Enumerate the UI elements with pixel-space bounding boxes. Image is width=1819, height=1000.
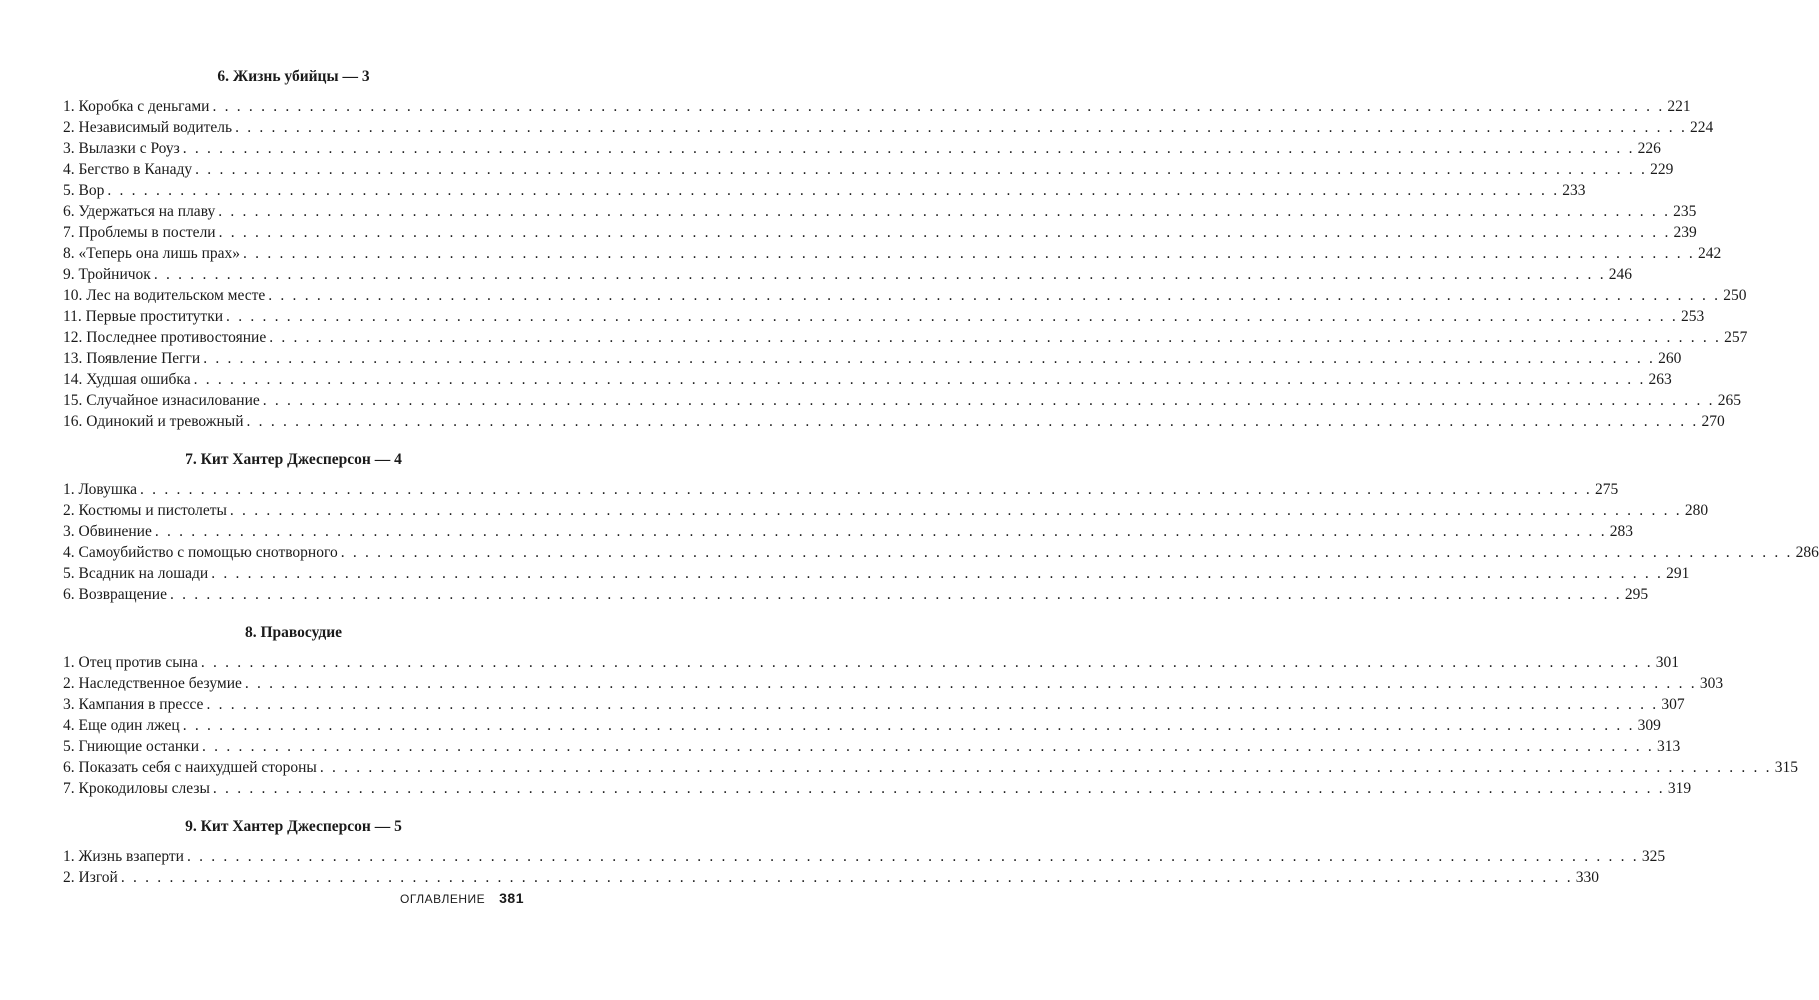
toc-entry xyxy=(63,117,1714,138)
entry-label: 1. Коробка с деньгами xyxy=(63,98,210,115)
entry-page-number: 283 xyxy=(1609,523,1634,540)
entry-page-number: 315 xyxy=(1774,759,1799,776)
toc-section xyxy=(63,449,1819,605)
dot-leader: . . . . . . . . . . . . . . . . . . . . . . . . . . . . . . . . . . . . . . . . . . . . . . . . . . . . . . . . . . . . . . . . . . . . . . . . . . . . . . . . . . . . . . . . . . . . . . . . . . . . . . . . . . . . . . . . . . . . . . . . xyxy=(182,717,1635,734)
dot-leader: . . . . . . . . . . . . . . . . . . . . . . . . . . . . . . . . . . . . . . . . . . . . . . . . . . . . . . . . . . . . . . . . . . . . . . . . . . . . . . . . . . . . . . . . . . . . . . . . . . . . . . . . . . . . . . . . . . . . . . . . xyxy=(319,759,1772,776)
dot-leader: . . . . . . . . . . . . . . . . . . . . . . . . . . . . . . . . . . . . . . . . . . . . . . . . . . . . . . . . . . . . . . . . . . . . . . . . . . . . . . . . . . . . . . . . . . . . . . . . . . . . . . . . . . . . . . . . . . . . . . . . xyxy=(200,654,1653,671)
entry-label: 15. Случайное изнасилование xyxy=(63,392,260,409)
toc-entry xyxy=(63,327,1748,348)
entry-label: 2. Изгой xyxy=(63,869,118,886)
entry-page-number: 263 xyxy=(1648,371,1672,388)
entry-label: 7. Крокодиловы слезы xyxy=(63,780,210,797)
dot-leader: . . . . . . . . . . . . . . . . . . . . . . . . . . . . . . . . . . . . . . . . . . . . . . . . . . . . . . . . . . . . . . . . . . . . . . . . . . . . . . . . . . . . . . . . . . . . . . . . . . . . . . . . . . . . . . . . . . . . . . . . xyxy=(107,182,1560,199)
entry-page-number: 280 xyxy=(1684,502,1709,519)
section-title: 9. Кит Хантер Джесперсон — 5 xyxy=(185,818,402,835)
entry-label: 9. Тройничок xyxy=(63,266,151,283)
dot-leader: . . . . . . . . . . . . . . . . . . . . . . . . . . . . . . . . . . . . . . . . . . . . . . . . . . . . . . . . . . . . . . . . . . . . . . . . . . . . . . . . . . . . . . . . . . . . . . . . . . . . . . . . . . . . . . . . . . . . . . . . xyxy=(211,565,1664,582)
toc-entry xyxy=(63,694,1685,715)
dot-leader: . . . . . . . . . . . . . . . . . . . . . . . . . . . . . . . . . . . . . . . . . . . . . . . . . . . . . . . . . . . . . . . . . . . . . . . . . . . . . . . . . . . . . . . . . . . . . . . . . . . . . . . . . . . . . . . . . . . . . . . . xyxy=(193,371,1646,388)
entry-label: 13. Появление Пегги xyxy=(63,350,201,367)
entry-label: 1. Жизнь взаперти xyxy=(63,848,184,865)
section-gap xyxy=(63,799,524,816)
toc-entry xyxy=(63,778,1692,799)
entry-page-number: 270 xyxy=(1701,413,1725,430)
entry-label: 7. Проблемы в постели xyxy=(63,224,216,241)
entry-page-number: 301 xyxy=(1655,654,1680,671)
toc-entry xyxy=(63,867,1600,888)
dot-leader: . . . . . . . . . . . . . . . . . . . . . . . . . . . . . . . . . . . . . . . . . . . . . . . . . . . . . . . . . . . . . . . . . . . . . . . . . . . . . . . . . . . . . . . . . . . . . . . . . . . . . . . . . . . . . . . . . . . . . . . . xyxy=(218,224,1671,241)
entry-label: 8. «Теперь она лишь прах» xyxy=(63,245,241,262)
toc-entry xyxy=(63,201,1697,222)
toc-entry xyxy=(63,96,1691,117)
dot-leader: . . . . . . . . . . . . . . . . . . . . . . . . . . . . . . . . . . . . . . . . . . . . . . . . . . . . . . . . . . . . . . . . . . . . . . . . . . . . . . . . . . . . . . . . . . . . . . . . . . . . . . . . . . . . . . . . . . . . . . . . xyxy=(202,738,1654,755)
entry-label: 1. Ловушка xyxy=(63,481,138,498)
entry-page-number: 275 xyxy=(1594,481,1619,498)
running-head: ОГЛАВЛЕНИЕ xyxy=(400,892,486,906)
page-footer xyxy=(400,890,524,906)
entry-page-number: 250 xyxy=(1723,287,1747,304)
table-of-contents xyxy=(63,66,1819,888)
toc-entry xyxy=(63,222,1697,243)
toc-entry xyxy=(63,563,1690,584)
toc-entry xyxy=(63,542,1819,563)
entry-label: 3. Вылазки с Роуз xyxy=(63,140,180,157)
page-number: 381 xyxy=(499,890,524,906)
entry-page-number: 229 xyxy=(1650,161,1674,178)
entry-page-number: 242 xyxy=(1697,245,1722,262)
toc-entry xyxy=(63,390,1741,411)
toc-entry xyxy=(63,500,1709,521)
entry-page-number: 221 xyxy=(1667,98,1691,115)
toc-entry xyxy=(63,673,1724,694)
dot-leader: . . . . . . . . . . . . . . . . . . . . . . . . . . . . . . . . . . . . . . . . . . . . . . . . . . . . . . . . . . . . . . . . . . . . . . . . . . . . . . . . . . . . . . . . . . . . . . . . . . . . . . . . . . . . . . . . . . . . . . . . xyxy=(195,161,1648,178)
entry-page-number: 265 xyxy=(1717,392,1741,409)
dot-leader: . . . . . . . . . . . . . . . . . . . . . . . . . . . . . . . . . . . . . . . . . . . . . . . . . . . . . . . . . . . . . . . . . . . . . . . . . . . . . . . . . . . . . . . . . . . . . . . . . . . . . . . . . . . . . . . . . . . . . . . . xyxy=(212,98,1665,115)
entry-page-number: 239 xyxy=(1673,224,1697,241)
toc-entry xyxy=(63,411,1725,432)
dot-leader: . . . . . . . . . . . . . . . . . . . . . . . . . . . . . . . . . . . . . . . . . . . . . . . . . . . . . . . . . . . . . . . . . . . . . . . . . . . . . . . . . . . . . . . . . . . . . . . . . . . . . . . . . . . . . . . . . . . . . . . . xyxy=(244,675,1697,692)
entry-page-number: 295 xyxy=(1624,586,1649,603)
dot-leader: . . . . . . . . . . . . . . . . . . . . . . . . . . . . . . . . . . . . . . . . . . . . . . . . . . . . . . . . . . . . . . . . . . . . . . . . . . . . . . . . . . . . . . . . . . . . . . . . . . . . . . . . . . . . . . . . . . . . . . . . xyxy=(212,780,1665,797)
entry-label: 1. Отец против сына xyxy=(63,654,198,671)
dot-leader: . . . . . . . . . . . . . . . . . . . . . . . . . . . . . . . . . . . . . . . . . . . . . . . . . . . . . . . . . . . . . . . . . . . . . . . . . . . . . . . . . . . . . . . . . . . . . . . . . . . . . . . . . . . . . . . . . . . . . . . . xyxy=(203,350,1656,367)
toc-entry xyxy=(63,846,1666,867)
entry-label: 5. Вор xyxy=(63,182,105,199)
entry-page-number: 253 xyxy=(1680,308,1705,325)
toc-entry xyxy=(63,180,1586,201)
toc-entry xyxy=(63,369,1672,390)
dot-leader: . . . . . . . . . . . . . . . . . . . . . . . . . . . . . . . . . . . . . . . . . . . . . . . . . . . . . . . . . . . . . . . . . . . . . . . . . . . . . . . . . . . . . . . . . . . . . . . . . . . . . . . . . . . . . . . . . . . . . . . . xyxy=(229,502,1682,519)
entry-page-number: 319 xyxy=(1667,780,1692,797)
toc-entry xyxy=(63,138,1661,159)
entry-label: 3. Кампания в прессе xyxy=(63,696,204,713)
entry-page-number: 303 xyxy=(1699,675,1724,692)
entry-label: 2. Наследственное безумие xyxy=(63,675,242,692)
entry-label: 2. Независимый водитель xyxy=(63,119,233,136)
dot-leader: . . . . . . . . . . . . . . . . . . . . . . . . . . . . . . . . . . . . . . . . . . . . . . . . . . . . . . . . . . . . . . . . . . . . . . . . . . . . . . . . . . . . . . . . . . . . . . . . . . . . . . . . . . . . . . . . . . . . . . . . xyxy=(246,413,1699,430)
dot-leader: . . . . . . . . . . . . . . . . . . . . . . . . . . . . . . . . . . . . . . . . . . . . . . . . . . . . . . . . . . . . . . . . . . . . . . . . . . . . . . . . . . . . . . . . . . . . . . . . . . . . . . . . . . . . . . . . . . . . . . . . xyxy=(218,203,1671,220)
toc-entry xyxy=(63,479,1619,500)
toc-entry xyxy=(63,285,1747,306)
entry-label: 14. Худшая ошибка xyxy=(63,371,191,388)
section-title: 7. Кит Хантер Джесперсон — 4 xyxy=(185,451,402,468)
section-gap xyxy=(63,432,524,449)
toc-section xyxy=(63,816,1666,888)
entry-label: 6. Показать себя с наихудшей стороны xyxy=(63,759,317,776)
entry-page-number: 291 xyxy=(1666,565,1690,582)
entry-label: 4. Самоубийство с помощью снотворного xyxy=(63,544,338,561)
dot-leader: . . . . . . . . . . . . . . . . . . . . . . . . . . . . . . . . . . . . . . . . . . . . . . . . . . . . . . . . . . . . . . . . . . . . . . . . . . . . . . . . . . . . . . . . . . . . . . . . . . . . . . . . . . . . . . . . . . . . . . . . xyxy=(206,696,1659,713)
toc-entry xyxy=(63,306,1705,327)
toc-entry xyxy=(63,521,1634,542)
dot-leader: . . . . . . . . . . . . . . . . . . . . . . . . . . . . . . . . . . . . . . . . . . . . . . . . . . . . . . . . . . . . . . . . . . . . . . . . . . . . . . . . . . . . . . . . . . . . . . . . . . . . . . . . . . . . . . . . . . . . . . . . xyxy=(154,523,1607,540)
dot-leader: . . . . . . . . . . . . . . . . . . . . . . . . . . . . . . . . . . . . . . . . . . . . . . . . . . . . . . . . . . . . . . . . . . . . . . . . . . . . . . . . . . . . . . . . . . . . . . . . . . . . . . . . . . . . . . . . . . . . . . . . xyxy=(169,586,1622,603)
toc-section xyxy=(63,66,1748,432)
entry-page-number: 224 xyxy=(1690,119,1714,136)
entry-label: 11. Первые проститутки xyxy=(63,308,224,325)
dot-leader: . . . . . . . . . . . . . . . . . . . . . . . . . . . . . . . . . . . . . . . . . . . . . . . . . . . . . . . . . . . . . . . . . . . . . . . . . . . . . . . . . . . . . . . . . . . . . . . . . . . . . . . . . . . . . . . . . . . . . . . . xyxy=(226,308,1678,325)
entry-label: 5. Всадник на лошади xyxy=(63,565,209,582)
entry-page-number: 286 xyxy=(1795,544,1819,561)
section-title: 8. Правосудие xyxy=(244,624,343,641)
toc-entry xyxy=(63,736,1681,757)
entry-label: 2. Костюмы и пистолеты xyxy=(63,502,227,519)
entry-page-number: 309 xyxy=(1637,717,1661,734)
entry-label: 4. Бегство в Канаду xyxy=(63,161,193,178)
entry-page-number: 307 xyxy=(1661,696,1685,713)
entry-label: 10. Лес на водительском месте xyxy=(63,287,266,304)
dot-leader: . . . . . . . . . . . . . . . . . . . . . . . . . . . . . . . . . . . . . . . . . . . . . . . . . . . . . . . . . . . . . . . . . . . . . . . . . . . . . . . . . . . . . . . . . . . . . . . . . . . . . . . . . . . . . . . . . . . . . . . . xyxy=(140,481,1592,498)
dot-leader: . . . . . . . . . . . . . . . . . . . . . . . . . . . . . . . . . . . . . . . . . . . . . . . . . . . . . . . . . . . . . . . . . . . . . . . . . . . . . . . . . . . . . . . . . . . . . . . . . . . . . . . . . . . . . . . . . . . . . . . . xyxy=(340,544,1793,561)
entry-page-number: 330 xyxy=(1575,869,1600,886)
toc-entry xyxy=(63,757,1799,778)
entry-page-number: 235 xyxy=(1673,203,1697,220)
toc-section xyxy=(63,622,1799,799)
entry-page-number: 313 xyxy=(1656,738,1681,755)
entry-label: 6. Удержаться на плаву xyxy=(63,203,216,220)
dot-leader: . . . . . . . . . . . . . . . . . . . . . . . . . . . . . . . . . . . . . . . . . . . . . . . . . . . . . . . . . . . . . . . . . . . . . . . . . . . . . . . . . . . . . . . . . . . . . . . . . . . . . . . . . . . . . . . . . . . . . . . . xyxy=(186,848,1639,865)
dot-leader: . . . . . . . . . . . . . . . . . . . . . . . . . . . . . . . . . . . . . . . . . . . . . . . . . . . . . . . . . . . . . . . . . . . . . . . . . . . . . . . . . . . . . . . . . . . . . . . . . . . . . . . . . . . . . . . . . . . . . . . . xyxy=(153,266,1606,283)
toc-entry xyxy=(63,715,1661,736)
toc-entry xyxy=(63,348,1682,369)
entry-page-number: 226 xyxy=(1637,140,1661,157)
section-gap xyxy=(63,605,524,622)
entry-page-number: 257 xyxy=(1724,329,1748,346)
dot-leader: . . . . . . . . . . . . . . . . . . . . . . . . . . . . . . . . . . . . . . . . . . . . . . . . . . . . . . . . . . . . . . . . . . . . . . . . . . . . . . . . . . . . . . . . . . . . . . . . . . . . . . . . . . . . . . . . . . . . . . . . xyxy=(182,140,1635,157)
entry-page-number: 325 xyxy=(1641,848,1666,865)
entry-label: 3. Обвинение xyxy=(63,523,152,540)
dot-leader: . . . . . . . . . . . . . . . . . . . . . . . . . . . . . . . . . . . . . . . . . . . . . . . . . . . . . . . . . . . . . . . . . . . . . . . . . . . . . . . . . . . . . . . . . . . . . . . . . . . . . . . . . . . . . . . . . . . . . . . . xyxy=(269,329,1722,346)
toc-entry xyxy=(63,243,1722,264)
dot-leader: . . . . . . . . . . . . . . . . . . . . . . . . . . . . . . . . . . . . . . . . . . . . . . . . . . . . . . . . . . . . . . . . . . . . . . . . . . . . . . . . . . . . . . . . . . . . . . . . . . . . . . . . . . . . . . . . . . . . . . . . xyxy=(268,287,1721,304)
dot-leader: . . . . . . . . . . . . . . . . . . . . . . . . . . . . . . . . . . . . . . . . . . . . . . . . . . . . . . . . . . . . . . . . . . . . . . . . . . . . . . . . . . . . . . . . . . . . . . . . . . . . . . . . . . . . . . . . . . . . . . . . xyxy=(262,392,1715,409)
toc-entry xyxy=(63,652,1680,673)
toc-entry xyxy=(63,584,1649,605)
section-title: 6. Жизнь убийцы — 3 xyxy=(217,68,370,85)
dot-leader: . . . . . . . . . . . . . . . . . . . . . . . . . . . . . . . . . . . . . . . . . . . . . . . . . . . . . . . . . . . . . . . . . . . . . . . . . . . . . . . . . . . . . . . . . . . . . . . . . . . . . . . . . . . . . . . . . . . . . . . . xyxy=(120,869,1573,886)
entry-label: 6. Возвращение xyxy=(63,586,167,603)
entry-page-number: 233 xyxy=(1562,182,1586,199)
entry-label: 16. Одинокий и тревожный xyxy=(63,413,244,430)
toc-entry xyxy=(63,264,1633,285)
entry-label: 12. Последнее противостояние xyxy=(63,329,267,346)
entry-page-number: 246 xyxy=(1608,266,1633,283)
toc-entry xyxy=(63,159,1674,180)
dot-leader: . . . . . . . . . . . . . . . . . . . . . . . . . . . . . . . . . . . . . . . . . . . . . . . . . . . . . . . . . . . . . . . . . . . . . . . . . . . . . . . . . . . . . . . . . . . . . . . . . . . . . . . . . . . . . . . . . . . . . . . . xyxy=(235,119,1688,136)
entry-page-number: 260 xyxy=(1658,350,1682,367)
dot-leader: . . . . . . . . . . . . . . . . . . . . . . . . . . . . . . . . . . . . . . . . . . . . . . . . . . . . . . . . . . . . . . . . . . . . . . . . . . . . . . . . . . . . . . . . . . . . . . . . . . . . . . . . . . . . . . . . . . . . . . . . xyxy=(243,245,1695,262)
entry-label: 4. Еще один лжец xyxy=(63,717,180,734)
entry-label: 5. Гниющие останки xyxy=(63,738,200,755)
